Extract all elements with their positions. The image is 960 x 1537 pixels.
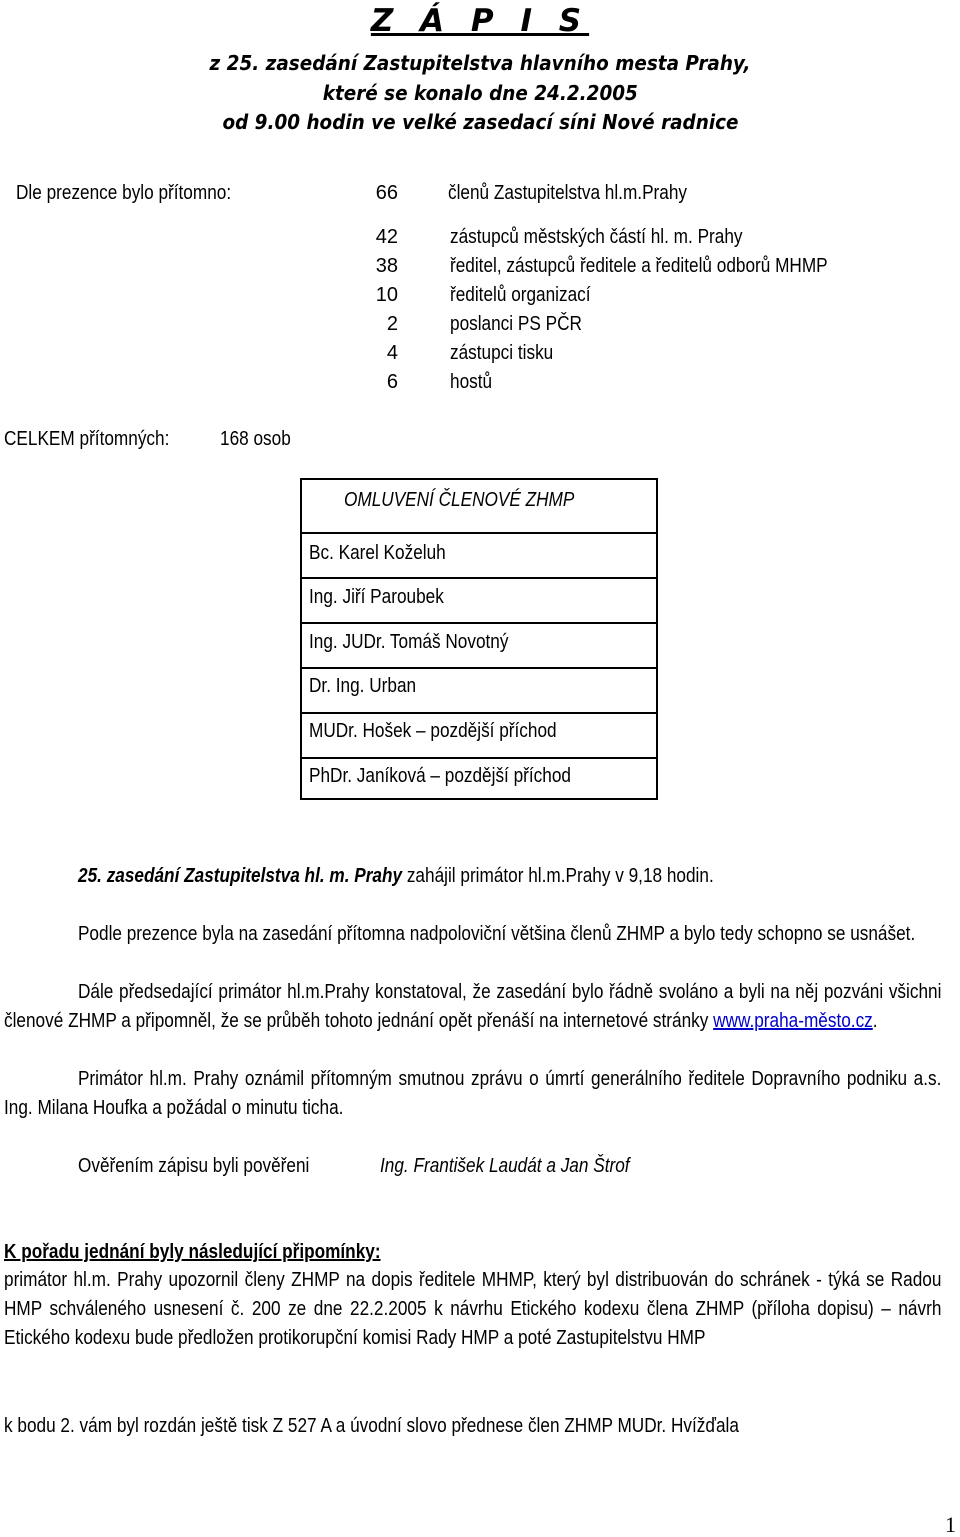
table-row bbox=[302, 622, 656, 669]
table-row bbox=[302, 757, 656, 802]
table-row bbox=[302, 532, 656, 579]
attendance-total-label: CELKEM přítomných: bbox=[4, 428, 170, 450]
verifiers-label: Ověřením zápisu byli pověřeni bbox=[78, 1155, 310, 1177]
attendance-count: 10 bbox=[375, 284, 398, 306]
agenda-heading: K pořadu jednání byly následující připomínky: bbox=[4, 1241, 381, 1263]
attendance-label: ředitel, zástupců ředitele a ředitelů odborů MHMP bbox=[450, 255, 828, 277]
document-title: Z Á P I S bbox=[370, 3, 590, 39]
attendance-total-value: 168 osob bbox=[220, 428, 291, 450]
paragraph-broadcast-text: Dále předsedající primátor hl.m.Prahy konstatoval, že zasedání bylo řádně svoláno a byli na něj pozváni všichni členové ZHMP a připomněl, že se průběh tohoto jednání opět přenáší na internetové stránky bbox=[4, 981, 942, 1032]
attendance-label: zástupci tisku bbox=[450, 342, 554, 364]
title-line-session: z 25. zasedání Zastupitelstva hlavního mesta Prahy, bbox=[209, 51, 751, 75]
attendance-count: 4 bbox=[386, 342, 398, 364]
attendance-count: 42 bbox=[375, 226, 398, 248]
title-line-venue: od 9.00 hodin ve velké zasedací síni Nové radnice bbox=[221, 110, 739, 134]
page-number: 1 bbox=[945, 1512, 956, 1537]
excused-header-row bbox=[302, 480, 656, 532]
paragraph-bod2: k bodu 2. vám byl rozdán ještě tisk Z 527 A a úvodní slovo přednese člen ZHMP MUDr. Hvížďala bbox=[4, 1415, 739, 1437]
excused-member: Ing. JUDr. Tomáš Novotný bbox=[309, 631, 509, 653]
opening-bold: 25. zasedání Zastupitelstva hl. m. Prahy bbox=[78, 865, 403, 887]
table-row bbox=[302, 577, 656, 624]
excused-member: MUDr. Hošek – pozdější příchod bbox=[309, 720, 557, 742]
table-row bbox=[302, 712, 656, 759]
excused-header: OMLUVENÍ ČLENOVÉ ZHMP bbox=[344, 489, 575, 511]
verifiers-names: Ing. František Laudát a Jan Štrof bbox=[380, 1155, 630, 1177]
attendance-count: 6 bbox=[386, 371, 398, 393]
attendance-label: zástupců městských částí hl. m. Prahy bbox=[450, 226, 743, 248]
attendance-count: 38 bbox=[375, 255, 398, 277]
excused-member: Bc. Karel Koželuh bbox=[309, 542, 446, 564]
opening-rest: zahájil primátor hl.m.Prahy v 9,18 hodin. bbox=[402, 865, 714, 887]
paragraph-broadcast bbox=[4, 978, 941, 1036]
paragraph-announcement: Primátor hl.m. Prahy oznámil přítomným smutnou zprávu o úmrtí generálního ředitele Dopravního podniku a.s. Ing. Milana Houfka a požádal o minutu ticha. bbox=[4, 1068, 942, 1119]
attendance-label: hostů bbox=[450, 371, 493, 393]
title-line-date: které se konalo dne 24.2.2005 bbox=[322, 81, 638, 105]
paragraph-agenda: primátor hl.m. Prahy upozornil členy ZHMP na dopis ředitele MHMP, který byl distribuován do schránek - týká se Radou HMP schváleného usnesení č. 200 ze dne 22.2.2005 k návrhu Etického kodexu člena ZHMP (příloha dopisu) – návrh Etického kodexu bude předložen protikorupční komisi Rady HMP a poté Zastupitelstvu HMP bbox=[4, 1269, 942, 1349]
excused-member: Ing. Jiří Paroubek bbox=[309, 586, 444, 608]
attendance-intro-label: Dle prezence bylo přítomno: bbox=[16, 182, 232, 204]
excused-member: Dr. Ing. Urban bbox=[309, 675, 417, 697]
attendance-label-members: členů Zastupitelstva hl.m.Prahy bbox=[448, 182, 687, 204]
attendance-label: ředitelů organizací bbox=[450, 284, 591, 306]
opening-sentence bbox=[78, 864, 714, 888]
paragraph-quorum: Podle prezence byla na zasedání přítomna nadpoloviční většina členů ZHMP a bylo tedy schopno se usnášet. bbox=[77, 923, 916, 945]
attendance-count: 2 bbox=[386, 313, 398, 335]
excused-member: PhDr. Janíková – pozdější příchod bbox=[309, 765, 571, 787]
attendance-count-members: 66 bbox=[375, 182, 398, 204]
website-link[interactable]: www.praha-město.cz bbox=[713, 1010, 873, 1032]
excused-members-table bbox=[300, 478, 658, 800]
attendance-label: poslanci PS PČR bbox=[450, 313, 582, 335]
table-row bbox=[302, 667, 656, 714]
paragraph-broadcast-end: . bbox=[872, 1010, 878, 1032]
